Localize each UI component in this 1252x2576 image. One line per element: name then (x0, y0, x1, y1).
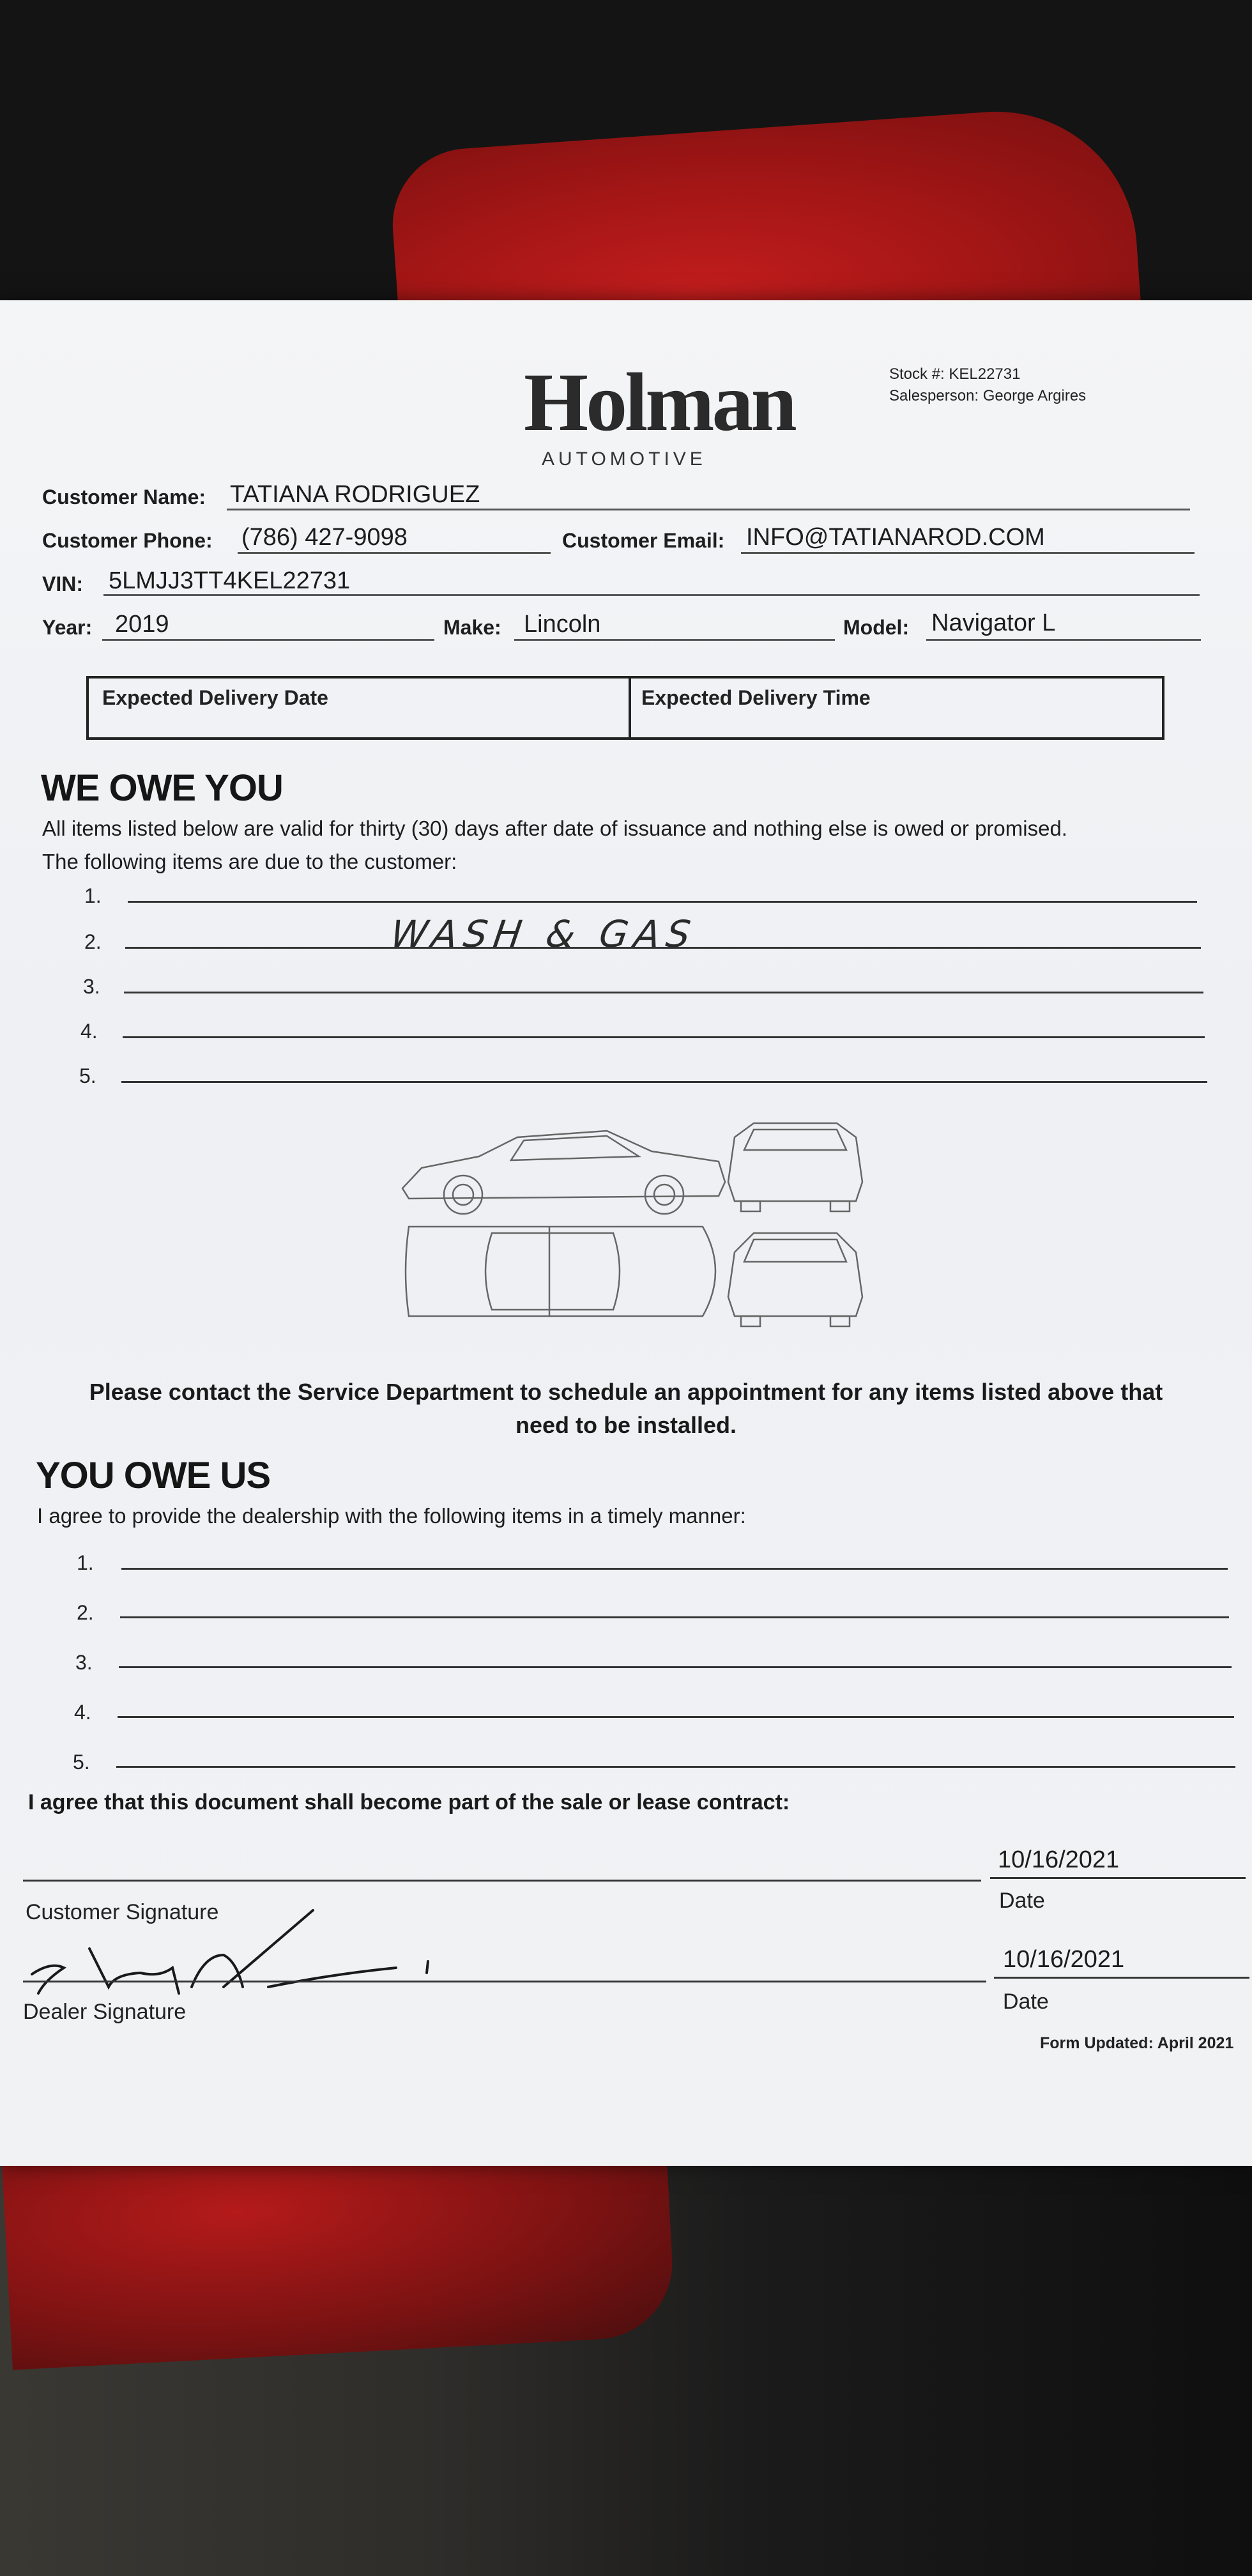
expected-delivery-time-label: Expected Delivery Time (641, 686, 871, 709)
we-owe-item-number: 5. (79, 1064, 96, 1087)
customer-name-label: Customer Name: (42, 486, 206, 509)
customer-date-line (990, 1877, 1246, 1879)
delivery-divider (629, 676, 631, 740)
dealer-signature-label: Dealer Signature (23, 2000, 187, 2024)
we-owe-desc-1: All items listed below are valid for thirty (30) days after date of issuance and nothing else is owed or promised. (42, 816, 1067, 840)
stock-number: Stock #: KEL22731 (889, 365, 1021, 383)
expected-delivery-date-label: Expected Delivery Date (102, 686, 328, 709)
we-owe-line-4 (123, 1036, 1205, 1038)
dealer-signature-line (23, 1981, 986, 1982)
year-line (102, 639, 434, 641)
vin-line (103, 594, 1200, 596)
agreement-statement: I agree that this document shall become part of the sale or lease contract: (28, 1790, 790, 1814)
we-owe-desc-2: The following items are due to the customer: (42, 850, 457, 873)
you-owe-item-number: 5. (73, 1751, 90, 1774)
year-label: Year: (42, 616, 93, 639)
car-side-view (402, 1131, 725, 1214)
you-owe-item-number: 1. (77, 1551, 94, 1574)
you-owe-desc: I agree to provide the dealership with the following items in a timely manner: (37, 1504, 746, 1528)
customer-phone-label: Customer Phone: (42, 529, 213, 552)
car-top-view (406, 1227, 715, 1316)
car-front-view (728, 1233, 862, 1326)
you-owe-item-number: 2. (77, 1601, 94, 1624)
model-label: Model: (843, 616, 910, 639)
brand-logo: Holman (524, 356, 795, 448)
customer-email-value: INFO@TATIANAROD.COM (746, 524, 1045, 551)
vin-label: VIN: (42, 572, 83, 595)
customer-email-label: Customer Email: (562, 529, 725, 552)
we-owe-item-number: 2. (84, 930, 102, 953)
car-rear-view (728, 1123, 862, 1211)
we-owe-item-number: 4. (80, 1020, 98, 1043)
model-line (926, 639, 1201, 641)
dealer-date-line (994, 1977, 1249, 1979)
vin-value: 5LMJJ3TT4KEL22731 (109, 567, 351, 594)
customer-name-line (227, 509, 1190, 510)
customer-date-label: Date (999, 1889, 1045, 1913)
customer-name-value: TATIANA RODRIGUEZ (230, 481, 480, 508)
handwritten-wash-gas: WASH & GAS (388, 912, 699, 956)
service-note-line-2: need to be installed. (515, 1412, 737, 1438)
you-owe-line-2 (120, 1616, 1229, 1618)
document-paper (0, 300, 1252, 2166)
customer-signature-line (23, 1880, 981, 1882)
service-note-line-1: Please contact the Service Department to schedule an appointment for any items listed above that (89, 1379, 1163, 1405)
we-owe-item-number: 3. (83, 975, 100, 998)
form-updated-note: Form Updated: April 2021 (1040, 2034, 1234, 2052)
model-value: Navigator L (931, 610, 1056, 636)
salesperson: Salesperson: George Argires (889, 387, 1087, 404)
you-owe-us-heading: YOU OWE US (36, 1455, 271, 1496)
you-owe-item-number: 4. (74, 1701, 91, 1724)
we-owe-line-3 (124, 992, 1203, 993)
customer-phone-value: (786) 427-9098 (241, 524, 408, 551)
customer-signature-label: Customer Signature (26, 1900, 219, 1924)
customer-email-line (741, 552, 1195, 554)
you-owe-item-number: 3. (75, 1651, 93, 1674)
you-owe-line-3 (119, 1666, 1232, 1668)
we-owe-you-heading: WE OWE YOU (41, 767, 283, 809)
dealer-date-value: 10/16/2021 (1003, 1946, 1125, 1973)
we-owe-line-1 (128, 901, 1197, 903)
customer-phone-line (238, 552, 551, 554)
you-owe-line-4 (118, 1716, 1234, 1718)
make-value: Lincoln (524, 611, 601, 638)
you-owe-line-1 (121, 1568, 1228, 1570)
we-owe-item-number: 1. (84, 884, 102, 907)
year-value: 2019 (115, 611, 169, 638)
customer-date-value: 10/16/2021 (998, 1846, 1120, 1873)
dealer-date-label: Date (1003, 1989, 1049, 2014)
brand-subtitle: AUTOMOTIVE (542, 448, 706, 470)
we-owe-line-5 (121, 1081, 1207, 1083)
vehicle-diagram-illustration (396, 1105, 875, 1335)
make-label: Make: (443, 616, 501, 639)
you-owe-line-5 (116, 1766, 1235, 1768)
make-line (514, 639, 835, 641)
